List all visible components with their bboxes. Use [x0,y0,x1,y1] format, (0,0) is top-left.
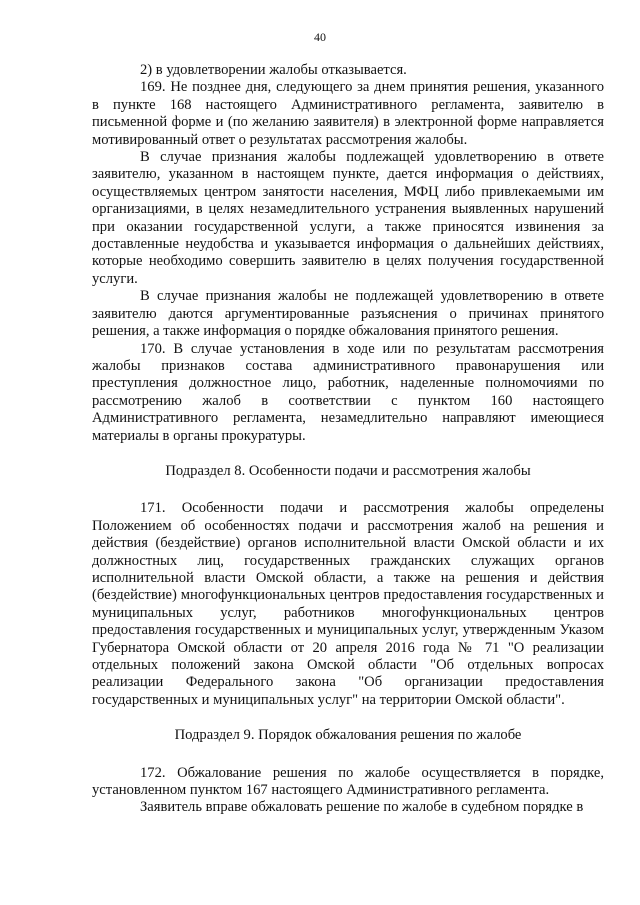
paragraph-satisfied-complaint: В случае признания жалобы подлежащей удовлетворению в ответе заявителю, указанном в настоящем пункте, дается информация о действиях, осуществляемых центром занятости населения, МФЦ либо привлекаемыми им организациями, в целях незамедлительного устранения выявленных нарушений при оказании государственной услуги, а также приносятся извинения за доставленные неудобства и указывается информация о дальнейших действиях, которые необходимо совершить заявителю в целях получения государственной услуги. [92,149,604,287]
section-heading-9: Подраздел 9. Порядок обжалования решения по жалобе [174,727,522,744]
page-number: 40 [314,30,326,44]
paragraph-171: 171. Особенности подачи и рассмотрения жалобы определены Положением об особенностях подачи и рассмотрения жалоб на решения и действия (бездействие) органов исполнительной власти Омской области и их должностных лиц, государственных гражданских служащих органов исполнительной власти Омской области, а также на решения и действия (бездействие) многофункциональных центров предоставления государственных и муниципальных услуг, работников многофункциональных центров предоставления государственных и муниципальных услуг, утвержденным Указом Губернатора Омской области от 20 апреля 2016 года № 71 "О реализации отдельных положений закона Омской области "Об отдельных вопросах реализации Федерального закона "Об организации предоставления государственных и муниципальных услуг" на территории Омской области". [92,500,604,708]
document-body [92,62,604,817]
section-heading-8: Подраздел 8. Особенности подачи и рассмотрения жалобы [165,462,531,479]
paragraph-rejected-complaint: В случае признания жалобы не подлежащей удовлетворению в ответе заявителю даются аргументированные разъяснения о причинах принятого решения, а также информация о порядке обжалования принятого решения. [92,288,604,340]
paragraph-169: 169. Не позднее дня, следующего за днем принятия решения, указанного в пункте 168 настоящего Административного регламента, заявителю в письменной форме и (по желанию заявителя) в электронной форме направляется мотивированный ответ о результатах рассмотрения жалобы. [92,79,604,148]
paragraph-170: 170. В случае установления в ходе или по результатам рассмотрения жалобы признаков состава административного правонарушения или преступления должностное лицо, работник, наделенные полномочиями по рассмотрению жалоб в соответствии с пунктом 160 настоящего Административного регламента, незамедлительно направляют имеющиеся материалы в органы прокуратуры. [92,340,604,444]
paragraph-court-appeal: Заявитель вправе обжаловать решение по жалобе в судебном порядке в [140,799,584,816]
paragraph-refusal: 2) в удовлетворении жалобы отказывается. [140,62,407,78]
paragraph-172: 172. Обжалование решения по жалобе осуществляется в порядке, установленном пунктом 167 настоящего Административного регламента. [92,764,604,799]
